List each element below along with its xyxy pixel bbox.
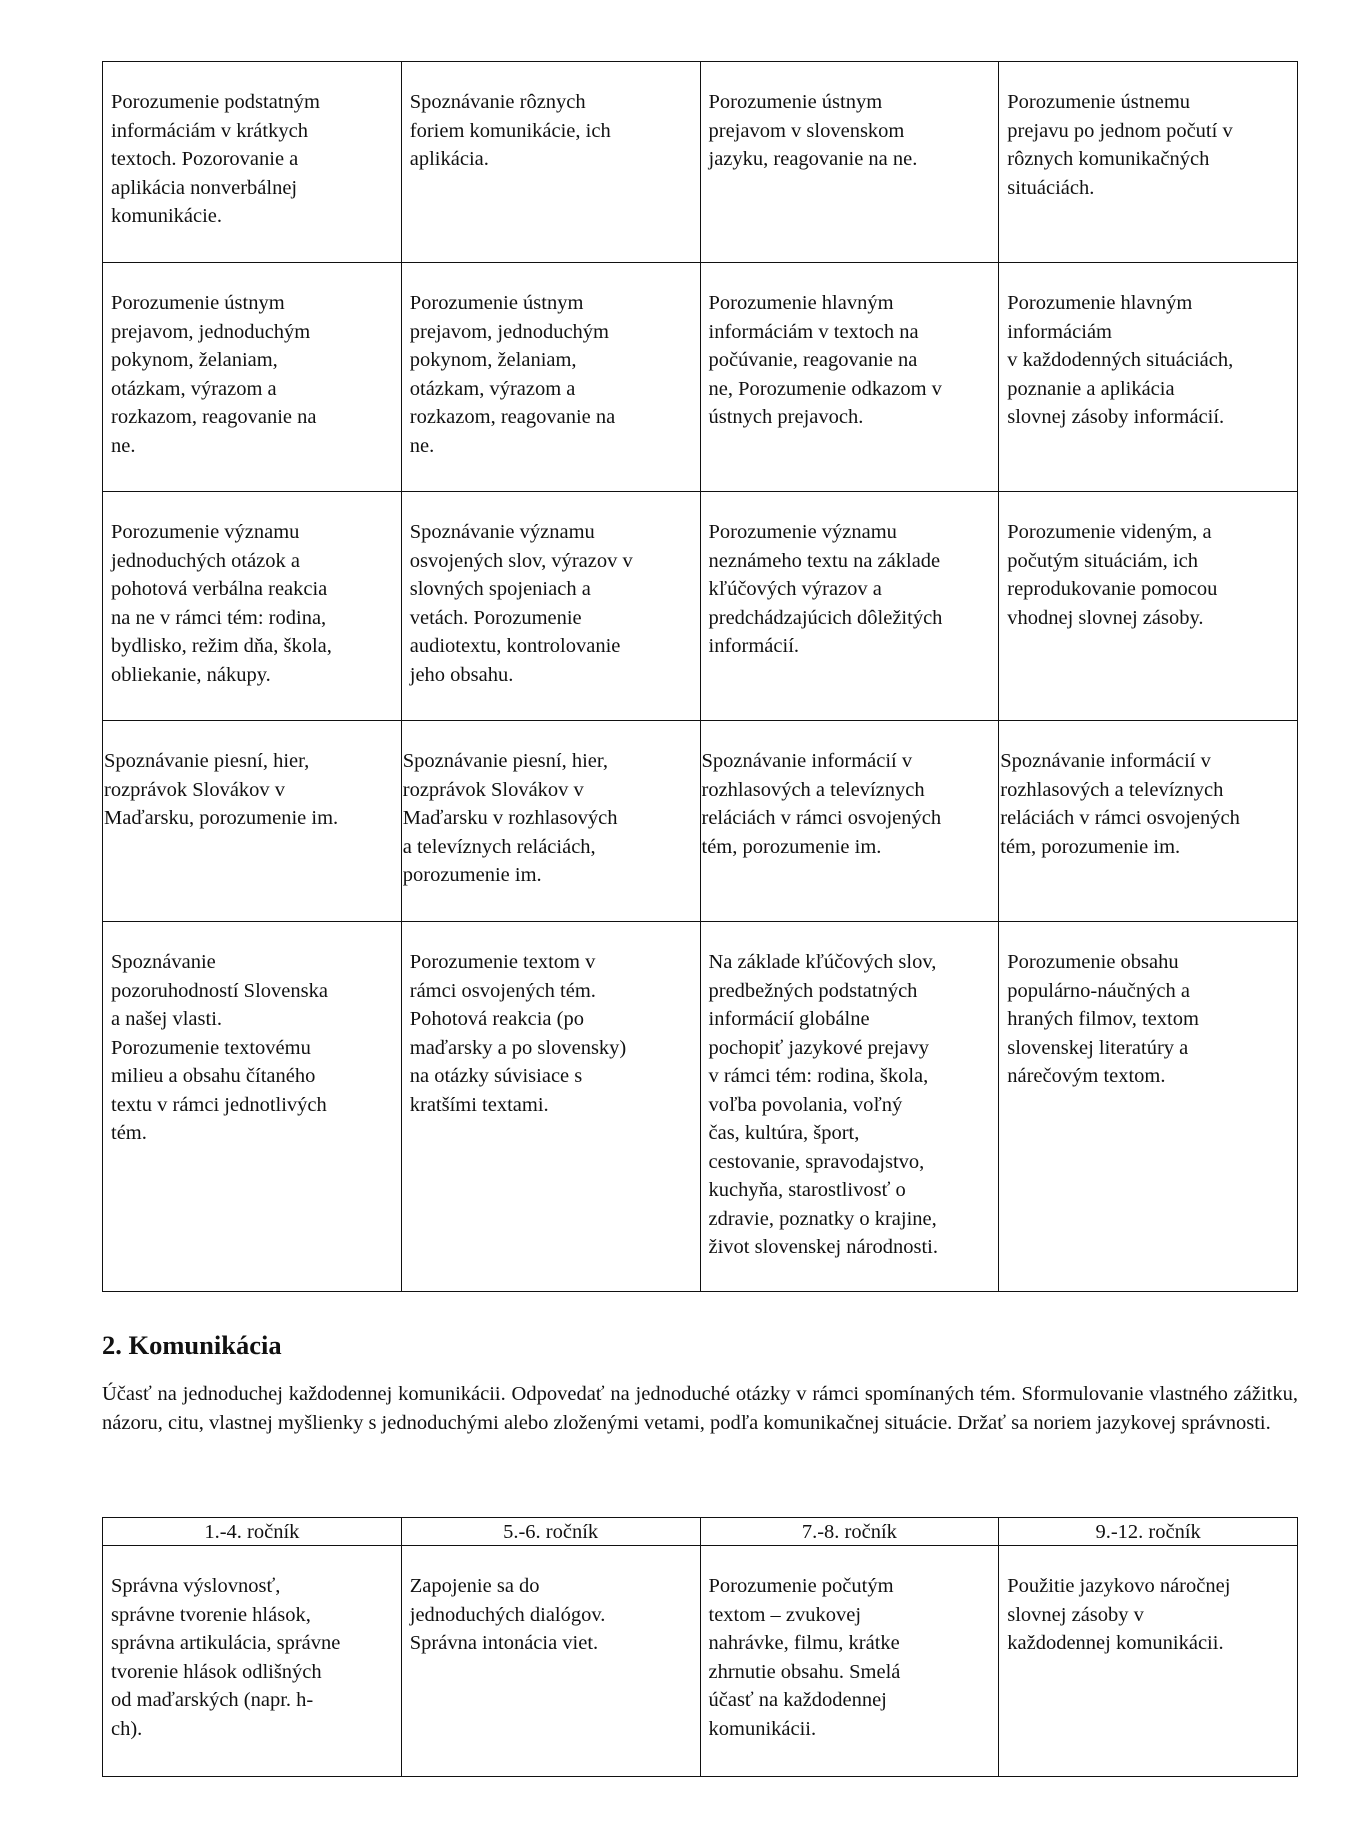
cell-text: Spoznávanie piesní, hier, rozprávok Slovákov v Maďarsku, porozumenie im. bbox=[104, 750, 339, 829]
table-cell bbox=[103, 62, 402, 263]
cell-text: Porozumenie obsahu populárno-náučných a hraných filmov, textom slovenskej literatúry a nárečovým textom. bbox=[1007, 951, 1199, 1087]
table-cell bbox=[103, 492, 402, 721]
table-row bbox=[103, 1546, 1298, 1777]
cell-text: Porozumenie ústnym prejavom, jednoduchým pokynom, želaniam, otázkam, výrazom a rozkazom, reagovanie na ne. bbox=[111, 292, 317, 457]
cell-text: Porozumenie hlavným informáciám v každodenných situáciách, poznanie a aplikácia slovnej zásoby informácií. bbox=[1007, 292, 1234, 428]
competency-table bbox=[102, 61, 1298, 1292]
table-cell bbox=[401, 62, 700, 263]
column-header: 5.-6. ročník bbox=[401, 1518, 700, 1546]
cell-text: Spoznávanie rôznych foriem komunikácie, ich aplikácia. bbox=[409, 91, 611, 170]
section-paragraph: Účasť na jednoduchej každodennej komunikácii. Odpovedať na jednoduché otázky v rámci spomínaných tém. Sformulovanie vlastného zážitku, názoru, citu, vlastnej myšlienky s jednoduchými alebo zloženými vetami, podľa komunikačnej situácie. Držať sa noriem jazykovej správnosti. bbox=[102, 1383, 1298, 1434]
grade-table bbox=[102, 1517, 1298, 1777]
table-cell bbox=[103, 1546, 402, 1777]
cell-text: Správna výslovnosť, správne tvorenie hlások, správna artikulácia, správne tvorenie hlások odlišných od maďarských (napr. h- ch). bbox=[111, 1575, 341, 1740]
table-cell bbox=[999, 721, 1298, 922]
header-row bbox=[103, 1518, 1298, 1546]
cell-text: Porozumenie ústnemu prejavu po jednom počutí v rôznych komunikačných situáciách. bbox=[1007, 91, 1233, 199]
table-row bbox=[103, 922, 1298, 1292]
cell-text: Spoznávanie pozoruhodností Slovenska a našej vlasti. Porozumenie textovému milieu a obsahu čítaného textu v rámci jednotlivých tém. bbox=[111, 951, 328, 1144]
table-cell bbox=[999, 263, 1298, 492]
table-cell bbox=[999, 62, 1298, 263]
table-row bbox=[103, 62, 1298, 263]
table-cell bbox=[700, 922, 999, 1292]
table-row bbox=[103, 263, 1298, 492]
table-cell bbox=[103, 922, 402, 1292]
cell-text: Zapojenie sa do jednoduchých dialógov. Správna intonácia viet. bbox=[409, 1575, 606, 1654]
column-header: 7.-8. ročník bbox=[700, 1518, 999, 1546]
cell-text: Na základe kľúčových slov, predbežných podstatných informácií globálne pochopiť jazykové prejavy v rámci tém: rodina, škola, voľba povolania, voľný čas, kultúra, šport, cestovanie, spravodajstvo, kuchyňa, starostlivosť o zdravie, poznatky o krajine, život slovenskej národnosti. bbox=[708, 951, 938, 1258]
cell-text: Porozumenie textom v rámci osvojených tém. Pohotová reakcia (po maďarsky a po slovensky) na otázky súvisiace s kratšími textami. bbox=[409, 951, 627, 1116]
table-row bbox=[103, 492, 1298, 721]
table-cell bbox=[700, 263, 999, 492]
cell-text: Porozumenie podstatným informáciám v krátkych textoch. Pozorovanie a aplikácia nonverbálnej komunikácie. bbox=[111, 91, 320, 227]
table-cell bbox=[999, 922, 1298, 1292]
cell-text: Porozumenie významu jednoduchých otázok a pohotová verbálna reakcia na ne v rámci tém: rodina, bydlisko, režim dňa, škola, obliekanie, nákupy. bbox=[111, 521, 332, 686]
cell-text: Spoznávanie piesní, hier, rozprávok Slovákov v Maďarsku v rozhlasových a televíznych reláciách, porozumenie im. bbox=[402, 750, 618, 886]
table-cell bbox=[401, 922, 700, 1292]
table-cell bbox=[700, 721, 999, 922]
section-heading: 2. Komunikácia bbox=[102, 1330, 282, 1360]
cell-text: Porozumenie videným, a počutým situáciám, ich reprodukovanie pomocou vhodnej slovnej zásoby. bbox=[1007, 521, 1218, 629]
cell-text: Porozumenie hlavným informáciám v textoch na počúvanie, reagovanie na ne, Porozumenie odkazom v ústnych prejavoch. bbox=[708, 292, 942, 428]
table-cell bbox=[700, 492, 999, 721]
cell-text: Použitie jazykovo náročnej slovnej zásoby v každodennej komunikácii. bbox=[1007, 1575, 1231, 1654]
cell-text: Porozumenie významu neznámeho textu na základe kľúčových výrazov a predchádzajúcich dôležitých informácií. bbox=[708, 521, 943, 657]
cell-text: Spoznávanie informácií v rozhlasových a televíznych reláciách v rámci osvojených tém, porozumenie im. bbox=[701, 750, 942, 858]
table-cell bbox=[401, 492, 700, 721]
cell-text: Porozumenie ústnym prejavom v slovenskom jazyku, reagovanie na ne. bbox=[708, 91, 918, 170]
table-cell bbox=[401, 1546, 700, 1777]
table-cell bbox=[999, 1546, 1298, 1777]
cell-text: Spoznávanie informácií v rozhlasových a televíznych reláciách v rámci osvojených tém, porozumenie im. bbox=[1000, 750, 1240, 858]
table-cell bbox=[999, 492, 1298, 721]
table-cell bbox=[700, 1546, 999, 1777]
column-header: 1.-4. ročník bbox=[103, 1518, 402, 1546]
table-cell bbox=[700, 62, 999, 263]
table-cell bbox=[401, 263, 700, 492]
table-cell bbox=[103, 721, 402, 922]
cell-text: Spoznávanie významu osvojených slov, výrazov v slovných spojeniach a vetách. Porozumenie audiotextu, kontrolovanie jeho obsahu. bbox=[409, 521, 633, 686]
cell-text: Porozumenie počutým textom – zvukovej nahrávke, filmu, krátke zhrnutie obsahu. Smelá účasť na každodennej komunikácii. bbox=[708, 1575, 901, 1740]
column-header: 9.-12. ročník bbox=[999, 1518, 1298, 1546]
table-row bbox=[103, 721, 1298, 922]
cell-text: Porozumenie ústnym prejavom, jednoduchým pokynom, želaniam, otázkam, výrazom a rozkazom, reagovanie na ne. bbox=[409, 292, 616, 457]
table-cell bbox=[401, 721, 700, 922]
table-cell bbox=[103, 263, 402, 492]
